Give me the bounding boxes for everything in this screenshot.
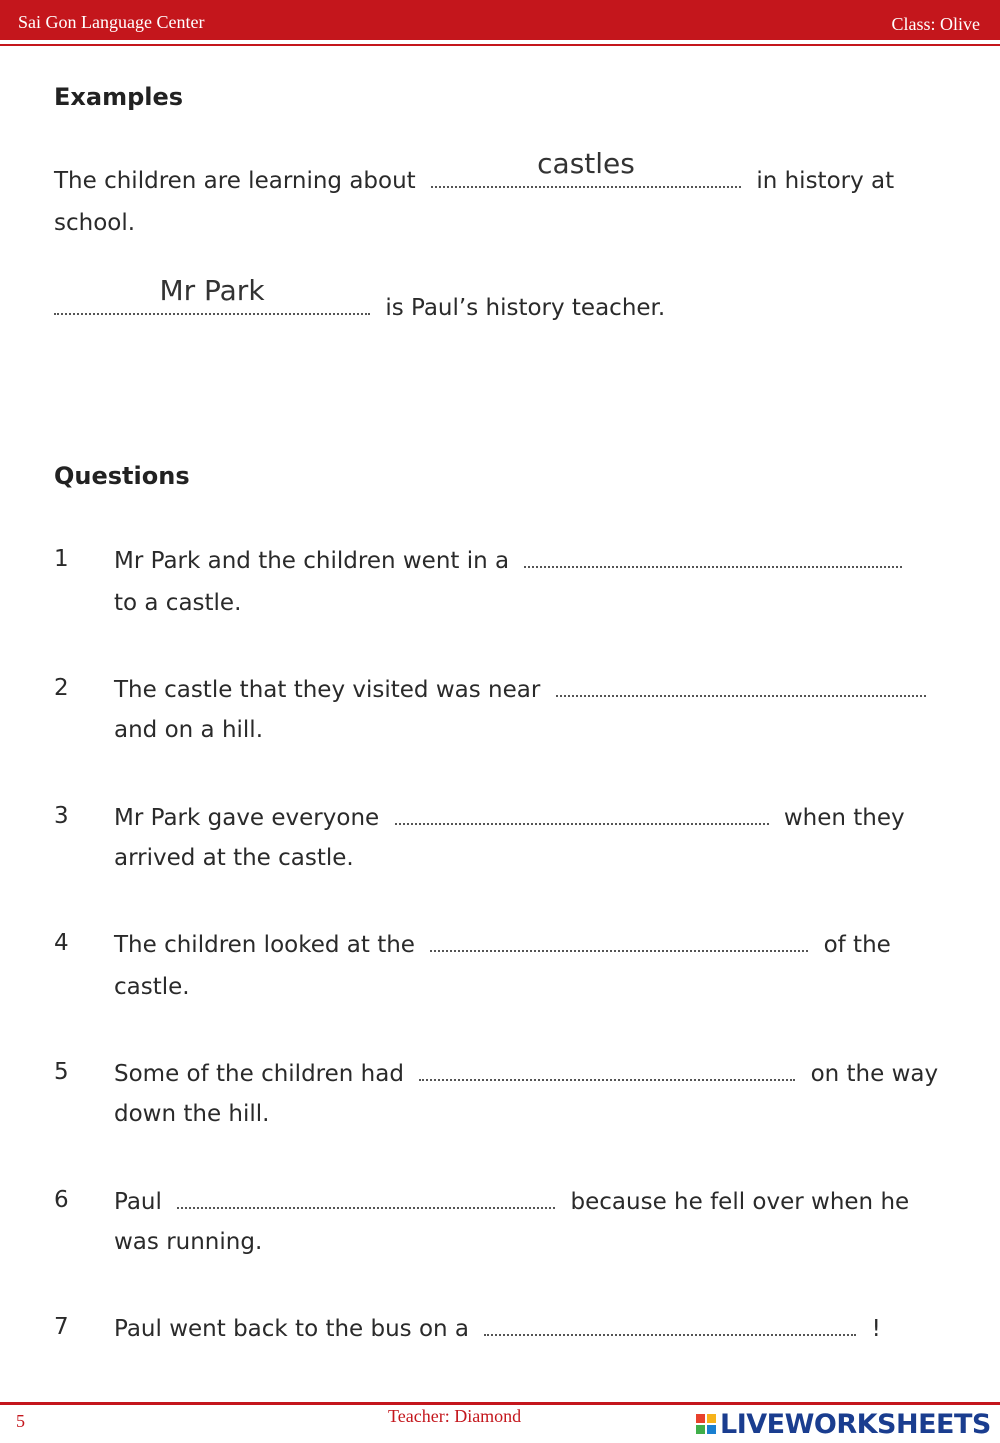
- question-4-number: 4: [54, 930, 69, 956]
- question-5-line: [114, 1059, 938, 1087]
- question-7-number: 7: [54, 1314, 69, 1340]
- question-5-blank[interactable]: [419, 1059, 795, 1081]
- question-1-line: [114, 546, 910, 574]
- question-2-line-2: and on a hill.: [114, 717, 264, 743]
- question-3-line-2: arrived at the castle.: [114, 845, 354, 871]
- question-6-after: because he fell over when he: [570, 1189, 910, 1215]
- example-2-after: is Paul’s history teacher.: [385, 295, 666, 321]
- question-6-blank[interactable]: [177, 1187, 555, 1209]
- teacher-name: Teacher: Diamond: [388, 1406, 522, 1426]
- question-6-line: [114, 1187, 909, 1215]
- question-4-blank[interactable]: [430, 930, 808, 952]
- example-2-line: [46, 274, 666, 321]
- question-7-line: [114, 1314, 881, 1342]
- question-7-before: Paul went back to the bus on a: [114, 1316, 470, 1342]
- question-3-number: 3: [54, 803, 69, 829]
- example-2-answer: Mr Park: [159, 274, 265, 307]
- example-2-blank: [54, 274, 370, 315]
- question-2-number: 2: [54, 675, 69, 701]
- footer-divider: [0, 1402, 1000, 1405]
- question-2-line: [114, 675, 934, 703]
- question-1-line-2: to a castle.: [114, 590, 242, 616]
- question-1-before: Mr Park and the children went in a: [114, 548, 510, 574]
- question-3-before: Mr Park gave everyone: [114, 805, 380, 831]
- question-7-blank[interactable]: [484, 1314, 856, 1336]
- question-3-blank[interactable]: [395, 803, 769, 825]
- question-7-after: !: [871, 1316, 881, 1342]
- example-1-line-2: school.: [54, 210, 136, 236]
- example-1-answer: castles: [537, 147, 635, 180]
- question-2-before: The castle that they visited was near: [114, 677, 541, 703]
- example-1-line: [54, 147, 895, 194]
- question-4-line-2: castle.: [114, 974, 190, 1000]
- liveworksheets-logo[interactable]: [696, 1410, 991, 1438]
- question-4-line: [114, 930, 891, 958]
- question-6-before: Paul: [114, 1189, 162, 1215]
- example-1-before: The children are learning about: [54, 168, 416, 194]
- question-3-after: when they: [783, 805, 905, 831]
- question-5-after: on the way: [810, 1061, 939, 1087]
- question-2-blank[interactable]: [556, 675, 926, 697]
- question-6-number: 6: [54, 1187, 69, 1213]
- question-6-line-2: was running.: [114, 1229, 263, 1255]
- center-name: Sai Gon Language Center: [18, 12, 205, 32]
- question-3-line: [114, 803, 905, 831]
- question-5-before: Some of the children had: [114, 1061, 404, 1087]
- example-1-blank: [431, 147, 741, 188]
- question-5-line-2: down the hill.: [114, 1101, 270, 1127]
- questions-heading: Questions: [54, 462, 190, 490]
- question-1-number: 1: [54, 546, 69, 572]
- header-divider: [0, 44, 1000, 46]
- question-5-number: 5: [54, 1059, 69, 1085]
- question-4-after: of the: [823, 932, 891, 958]
- example-1-after: in history at: [756, 168, 895, 194]
- class-name: Class: Olive: [891, 14, 980, 34]
- liveworksheets-logo-text: LIVEWORKSHEETS: [720, 1408, 991, 1440]
- liveworksheets-logo-icon: [696, 1414, 716, 1434]
- examples-heading: Examples: [54, 83, 184, 111]
- page-number: 5: [16, 1411, 25, 1431]
- question-4-before: The children looked at the: [114, 932, 415, 958]
- question-1-blank[interactable]: [524, 546, 902, 568]
